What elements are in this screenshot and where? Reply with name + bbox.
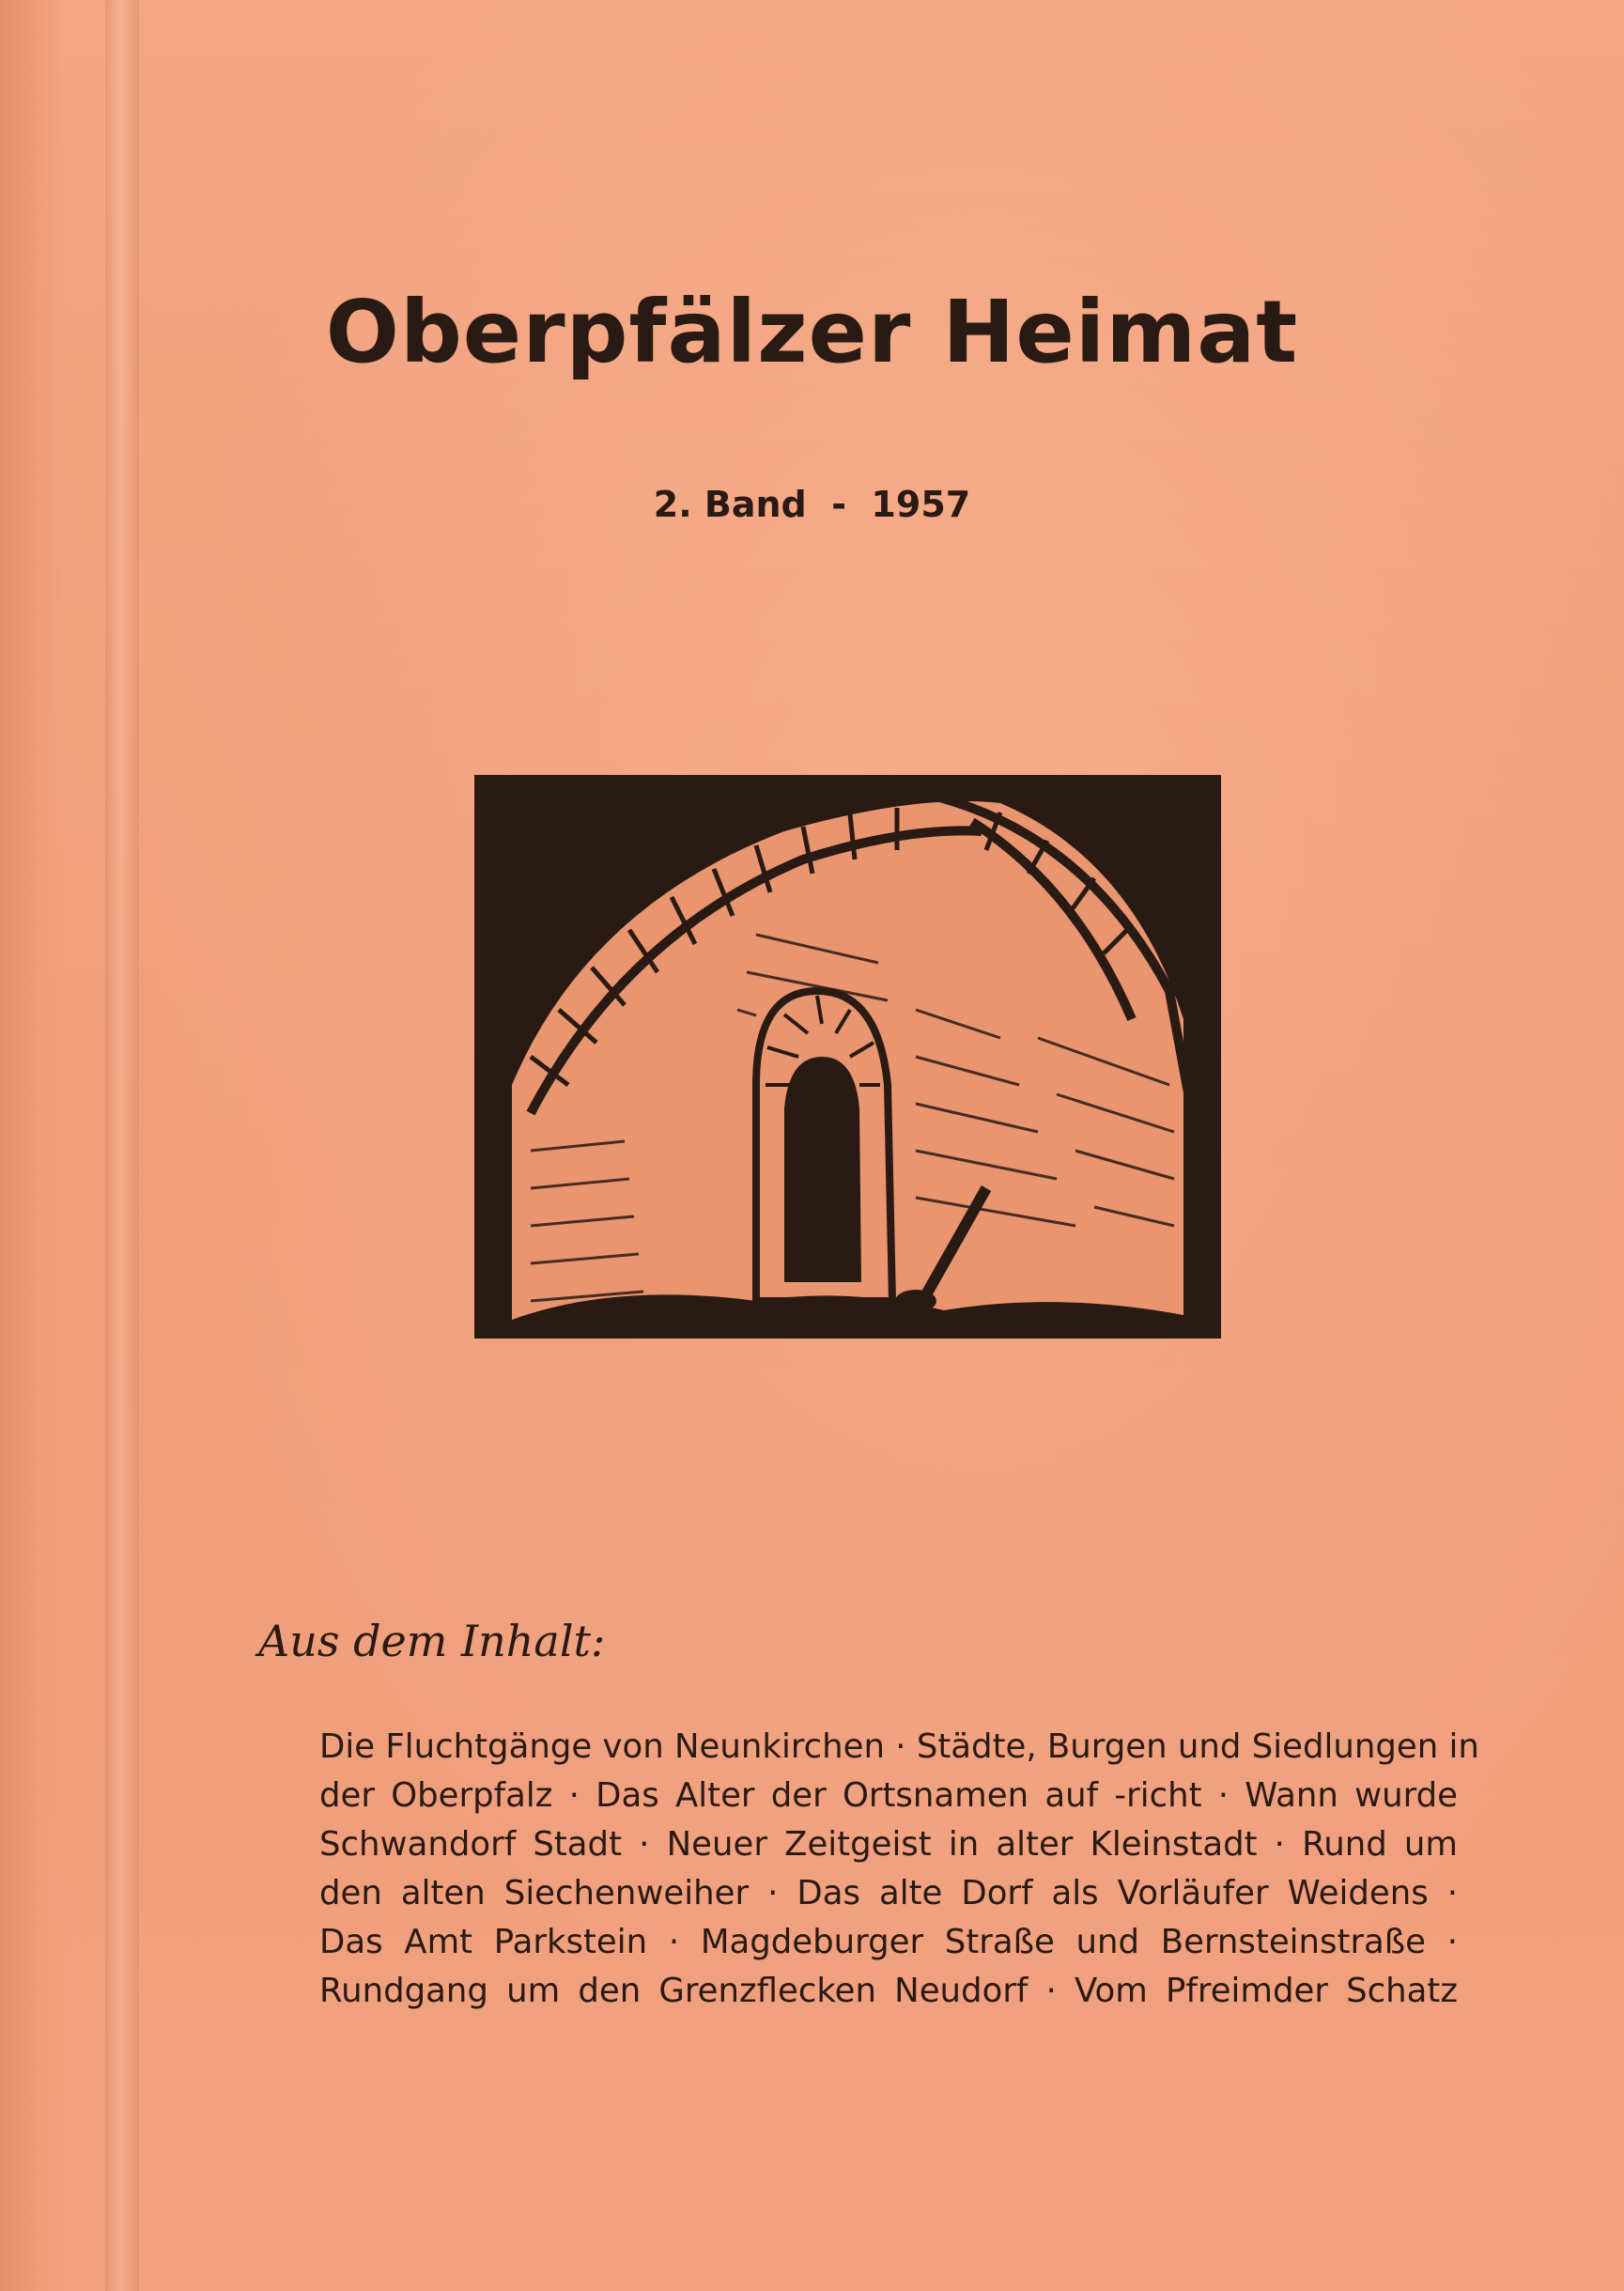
contents-line: der Oberpfalz · Das Alter der Ortsnamen auf -richt · Wann wurde [319,1776,1458,1815]
contents-line: Das Amt Parkstein · Magdeburger Straße und Bernsteinstraße · [319,1923,1458,1961]
volume-year: 2. Band - 1957 [653,484,971,525]
contents-line: Rundgang um den Grenzflecken Neudorf · Vom Pfreimder Schatz [319,1972,1458,2010]
contents-line: Schwandorf Stadt · Neuer Zeitgeist in alter Kleinstadt · Rund um [319,1825,1458,1864]
contents-line: Die Fluchtgänge von Neunkirchen · Städte, Burgen und Siedlungen in [319,1727,1479,1766]
contents-heading: Aus dem Inhalt: [258,1616,606,1666]
contents-line: den alten Siechenweiher · Das alte Dorf als Vorläufer Weidens · [319,1874,1458,1912]
contents-list [319,1723,1479,2016]
woodcut-illustration [474,775,1221,1339]
book-title: Oberpfälzer Heimat [325,282,1299,382]
